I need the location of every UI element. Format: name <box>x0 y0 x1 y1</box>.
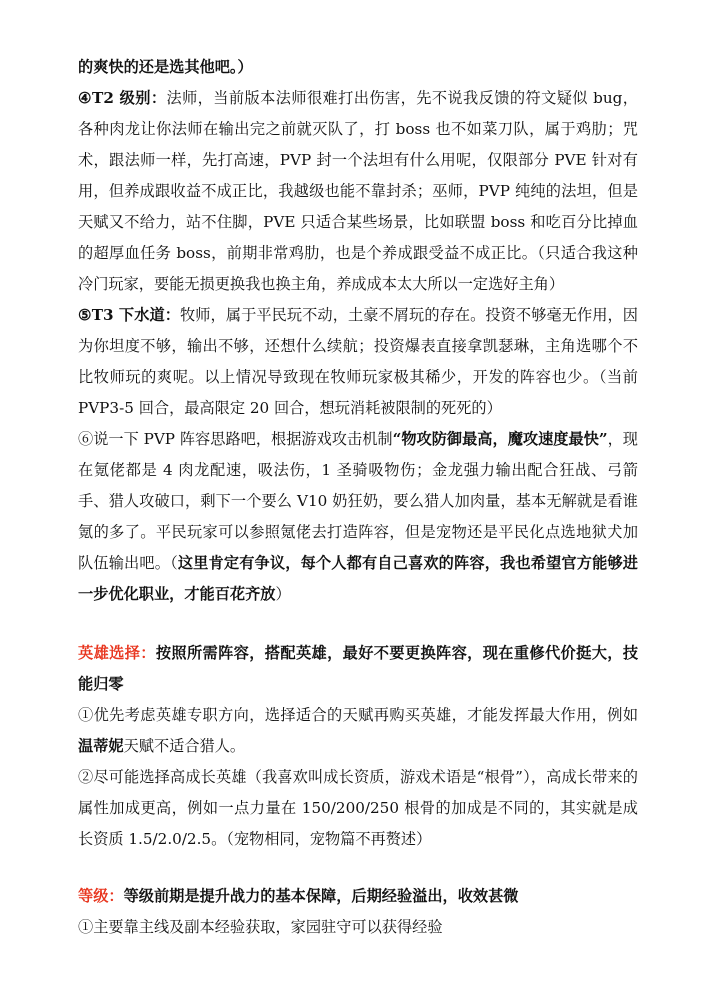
hero-1-text: ①优先考虑英雄专职方向，选择适合的天赋再购买英雄，才能发挥最大作用，例如 <box>78 706 638 724</box>
level-label: 等级： <box>78 887 124 905</box>
pvp-text: ⑥说一下 PVP 阵容思路吧，根据游戏攻击机制 <box>78 430 393 448</box>
paragraph-hero-1 <box>78 700 638 762</box>
t3-label: ⑤T3 下水道： <box>78 306 181 324</box>
spacer <box>78 610 638 638</box>
spacer <box>78 855 638 881</box>
document-page <box>78 52 638 943</box>
pvp-bold-note: 这里肯定有争议，每个人都有自己喜欢的阵容，我也希望官方能够进一步优化职业，才能百花齐放 <box>78 554 638 603</box>
paragraph-pvp <box>78 424 638 610</box>
hero-heading: 按照所需阵容，搭配英雄，最好不要更换阵容，现在重修代价挺大，技能归零 <box>78 644 639 693</box>
paragraph-hero-2 <box>78 762 638 855</box>
heading-level <box>78 881 638 912</box>
hero-label: 英雄选择： <box>78 644 156 662</box>
paragraph-t3 <box>78 300 638 424</box>
level-heading: 等级前期是提升战力的基本保障，后期经验溢出，收效甚微 <box>123 887 519 905</box>
hero-2-text: ②尽可能选择高成长英雄（我喜欢叫成长资质，游戏术语是“根骨”），高成长带来的属性加成更高，例如一点力量在 150/200/250 根骨的加成是不同的，其实就是成长资质 1.5/2.0/2.5。（宠物相同，宠物篇不再赘述） <box>78 768 638 848</box>
pvp-text-2: ，现在氪佬都是 4 肉龙配速，吸法伤，1 圣骑吸物伤；金龙强力输出配合狂战、弓箭手、猎人攻破口，剩下一个要么 V10 奶狂奶，要么猎人加肉量，基本无解就是看谁氪的多了。平民玩家可以参照氪佬去打造阵容，但是宠物还是平民化点选地狱犬加队伍输出吧。（ <box>78 430 638 572</box>
t2-text: 法师，当前版本法师很难打出伤害，先不说我反馈的符文疑似 bug，各种肉龙让你法师在输出完之前就灭队了，打 boss 也不如菜刀队，属于鸡肋；咒术，跟法师一样，先打高速，PVP 封一个法坦有什么用呢，仅限部分 PVE 针对有用，但养成跟收益不成正比，我越级也能不靠封杀；巫师，PVP 纯纯的法坦，但是天赋又不给力，站不住脚，PVE 只适合某些场景，比如联盟 boss 和吃百分比掉血的超厚血任务 boss，前期非常鸡肋，也是个养成跟受益不成正比。（只适合我这种冷门玩家，要能无损更换我也换主角，养成成本太大所以一定选好主角） <box>78 89 638 293</box>
t3-text: 牧师，属于平民玩不动，土豪不屑玩的存在。投资不够毫无作用，因为你坦度不够，输出不够，还想什么续航；投资爆表直接拿凯瑟琳，主角选哪个不比牧师玩的爽呢。以上情况导致现在牧师玩家极其稀少，开发的阵容也少。（当前 PVP3-5 回合，最高限定 20 回合，想玩消耗被限制的死死的） <box>78 306 638 417</box>
paragraph-t2 <box>78 83 638 300</box>
hero-1-bold: 温蒂妮 <box>78 737 124 755</box>
paragraph-intro <box>78 52 638 83</box>
intro-text: 的爽快的还是选其他吧。） <box>78 58 253 76</box>
pvp-close: ） <box>275 585 291 603</box>
hero-1-text-2: 天赋不适合猎人。 <box>123 737 246 755</box>
level-1-text: ①主要靠主线及副本经验获取，家园驻守可以获得经验 <box>78 918 443 936</box>
t2-label: ④T2 级别： <box>78 89 167 107</box>
paragraph-level-1 <box>78 912 638 943</box>
heading-hero <box>78 638 638 700</box>
pvp-quote: “物攻防御最高，魔攻速度最快” <box>392 430 608 448</box>
